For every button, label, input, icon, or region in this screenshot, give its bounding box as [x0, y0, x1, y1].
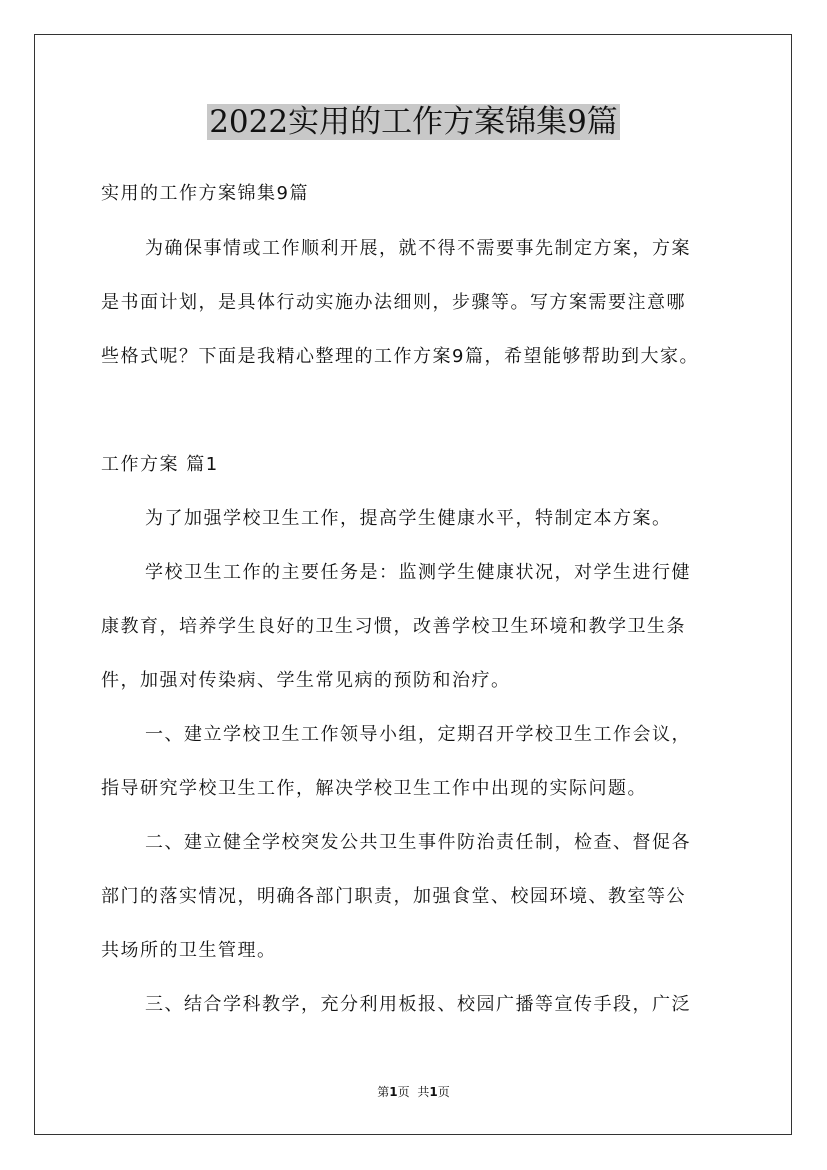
document-title: [0, 102, 827, 142]
body-line-10: 三、结合学科教学，充分利用板报、校园广播等宣传手段，广泛: [145, 994, 691, 1015]
section-heading: 工作方案 篇1: [101, 454, 219, 475]
footer-page-suffix: 页: [397, 1085, 410, 1099]
body-line-7: 二、建立健全学校突发公共卫生事件防治责任制，检查、督促各: [145, 832, 691, 853]
body-line-1: 为了加强学校卫生工作，提高学生健康水平，特制定本方案。: [145, 508, 672, 529]
document-subtitle: 实用的工作方案锦集9篇: [101, 183, 309, 204]
body-line-5: 一、建立学校卫生工作领导小组，定期召开学校卫生工作会议，: [145, 724, 691, 745]
footer-page-number: 1: [389, 1085, 398, 1099]
body-line-3: 康教育，培养学生良好的卫生习惯，改善学校卫生环境和教学卫生条: [101, 616, 686, 637]
document-title-text: 2022实用的工作方案锦集9篇: [209, 104, 618, 140]
body-line-9: 共场所的卫生管理。: [101, 940, 277, 961]
body-line-2: 学校卫生工作的主要任务是：监测学生健康状况，对学生进行健: [145, 562, 691, 583]
intro-line-2: 是书面计划，是具体行动实施办法细则，步骤等。写方案需要注意哪: [101, 292, 686, 313]
footer-total-suffix: 页: [437, 1085, 450, 1099]
footer-total-prefix: 共: [417, 1085, 430, 1099]
body-line-8: 部门的落实情况，明确各部门职责，加强食堂、校园环境、教室等公: [101, 886, 686, 907]
body-line-4: 件，加强对传染病、学生常见病的预防和治疗。: [101, 670, 511, 691]
intro-line-1: 为确保事情或工作顺利开展，就不得不需要事先制定方案，方案: [145, 238, 691, 259]
page-footer: [0, 1083, 827, 1100]
intro-line-3: 些格式呢？下面是我精心整理的工作方案9篇，希望能够帮助到大家。: [101, 346, 699, 367]
body-line-6: 指导研究学校卫生工作，解决学校卫生工作中出现的实际问题。: [101, 778, 647, 799]
footer-total-number: 1: [429, 1085, 438, 1099]
footer-page-prefix: 第: [377, 1085, 390, 1099]
